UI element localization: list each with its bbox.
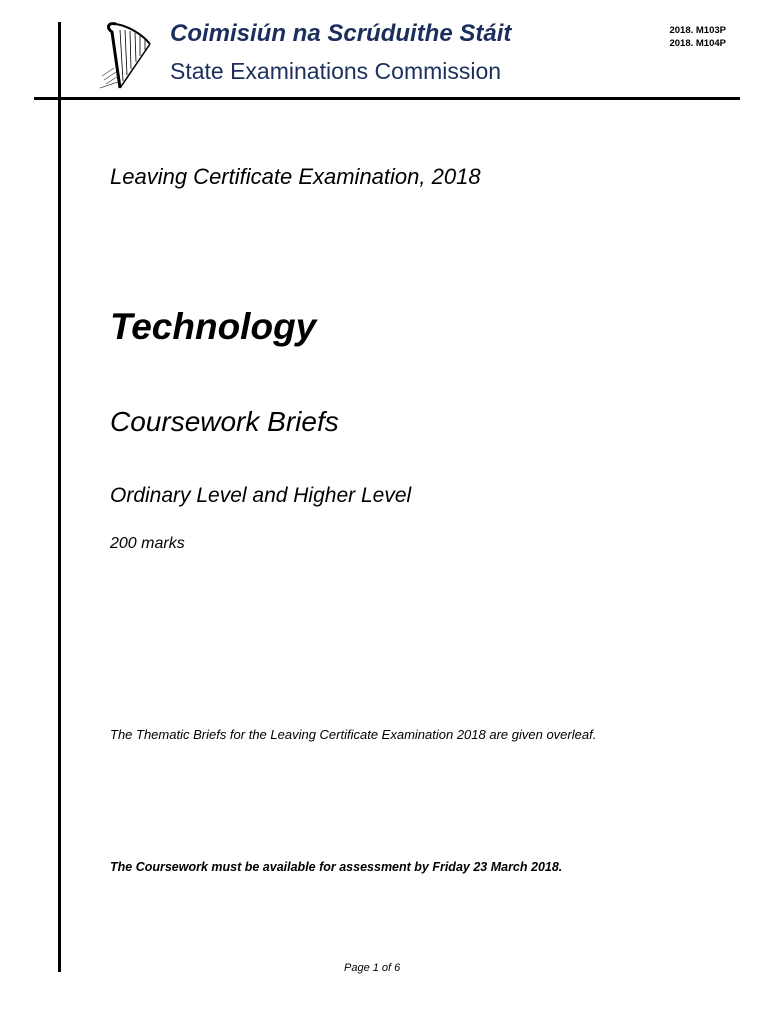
subject-title: Technology: [110, 306, 317, 347]
paper-codes: [669, 24, 726, 50]
paper-title: Coursework Briefs: [110, 406, 339, 437]
org-name-irish: Coimisiún na Scrúduithe Stáit: [170, 20, 512, 47]
harp-icon: [98, 18, 156, 94]
left-margin-rule: [58, 22, 61, 972]
exam-title: Leaving Certificate Examination, 2018: [110, 164, 481, 189]
marks-label: 200 marks: [110, 535, 185, 552]
org-name-english: State Examinations Commission: [170, 58, 502, 84]
paper-code: 2018. M104P: [669, 38, 726, 49]
header-divider: [34, 97, 740, 100]
paper-code: 2018. M103P: [669, 25, 726, 36]
levels-label: Ordinary Level and Higher Level: [110, 484, 412, 507]
deadline-note: The Coursework must be available for assessment by Friday 23 March 2018.: [110, 860, 563, 874]
thematic-note: The Thematic Briefs for the Leaving Certificate Examination 2018 are given overleaf.: [110, 727, 597, 742]
page-number: Page 1 of 6: [344, 962, 401, 974]
